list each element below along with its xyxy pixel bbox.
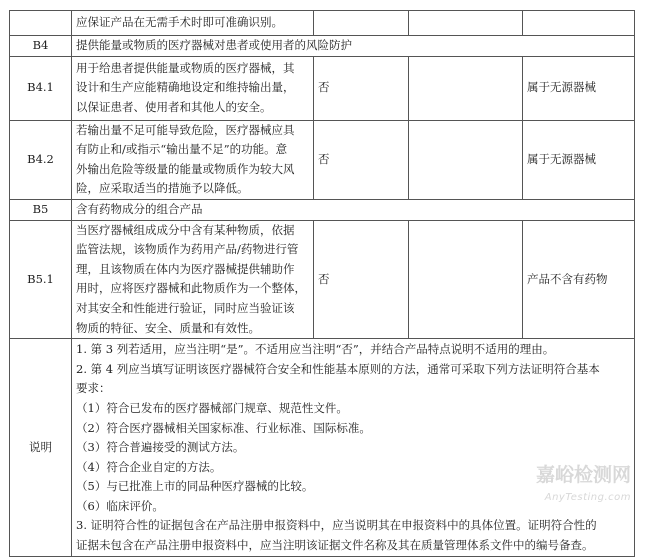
note-line: （6）临床评价。: [76, 498, 164, 513]
note-line: 证据未包含在产品注册申报资料中，应当注明该证据文件名称及其在质量管理体系文件中的编号备查。: [76, 538, 594, 553]
remark-cell: 产品不含有药物: [523, 220, 635, 339]
requirement-line: 外输出危险等级量的能量或物质作为较大风: [76, 161, 295, 176]
requirement-cell: 应保证产品在无需手术时即可准确识别。: [72, 11, 314, 36]
method-cell: [409, 120, 523, 199]
requirement-line: 设计和生产应能精确地设定和维持输出量，: [76, 80, 295, 95]
remark-cell: 属于无源器械: [523, 56, 635, 120]
watermark: [536, 465, 631, 504]
section-title: 含有药物成分的组合产品: [72, 199, 635, 220]
requirement-line: 物质的特征、安全、质量和有效性。: [76, 320, 260, 335]
requirement-line: 理，且该物质在体内为医疗器械提供辅助作: [76, 261, 295, 276]
id-cell: B4.2: [10, 120, 72, 199]
requirement-cell: [72, 120, 314, 199]
section-row: [10, 36, 635, 57]
section-row: [10, 199, 635, 220]
note-line: （3）符合普遍接受的测试方法。: [76, 440, 245, 455]
remark-cell: [523, 11, 635, 36]
applicable-cell: 否: [314, 56, 409, 120]
note-line: 2. 第 4 列应当填写证明该医疗器械符合安全和性能基本原则的方法，通常可采取下列方法证明符合基本: [76, 361, 600, 376]
requirement-line: 有防止和/或指示“输出量不足”的功能。意: [76, 142, 288, 157]
note-line: （2）符合医疗器械相关国家标准、行业标准、国际标准。: [76, 420, 371, 435]
note-line: （1）符合已发布的医疗器械部门规章、规范性文件。: [76, 400, 348, 415]
requirement-line: 监管法规，该物质作为药用产品/药物进行管: [76, 242, 299, 257]
note-line: （5）与已批准上市的同品种医疗器械的比较。: [76, 479, 314, 494]
notes-cell: [72, 339, 635, 557]
notes-row: [10, 339, 635, 557]
table-row: [10, 120, 635, 199]
method-cell: [409, 56, 523, 120]
note-line: （4）符合企业自定的方法。: [76, 459, 222, 474]
id-cell: B5.1: [10, 220, 72, 339]
note-line: 要求：: [76, 381, 111, 396]
requirement-line: 当医疗器械组成成分中含有某种物质，依据: [76, 222, 295, 237]
notes-label: 说明: [10, 339, 72, 557]
note-line: 3. 证明符合性的证据包含在产品注册申报资料中，应当说明其在申报资料中的具体位置。证明符合性的: [76, 518, 597, 533]
applicable-cell: 否: [314, 120, 409, 199]
requirement-cell: [72, 220, 314, 339]
requirement-line: 以保证患者、使用者和其他人的安全。: [76, 99, 272, 114]
table-row: [10, 220, 635, 339]
note-line: 1. 第 3 列若适用，应当注明“是”。不适用应当注明“否”，并结合产品特点说明不适用的理由。: [76, 342, 555, 357]
id-cell: B5: [10, 199, 72, 220]
requirement-line: 对其安全和性能进行验证，同时应当验证该: [76, 300, 295, 315]
requirement-cell: [72, 56, 314, 120]
id-cell: [10, 11, 72, 36]
section-title: 提供能量或物质的医疗器械对患者或使用者的风险防护: [72, 36, 635, 57]
watermark-en: AnyTesting.com: [544, 492, 631, 503]
requirement-line: 用于给患者提供能量或物质的医疗器械，其: [76, 60, 295, 75]
id-cell: B4.1: [10, 56, 72, 120]
applicable-cell: [314, 11, 409, 36]
method-cell: [409, 220, 523, 339]
applicable-cell: 否: [314, 220, 409, 339]
table-row: [10, 11, 635, 36]
table-row: [10, 56, 635, 120]
id-cell: B4: [10, 36, 72, 57]
requirement-line: 险，应采取适当的措施予以降低。: [76, 181, 249, 196]
remark-cell: 属于无源器械: [523, 120, 635, 199]
requirement-line: 用时，应将医疗器械和此物质作为一个整体，: [76, 281, 306, 296]
requirement-line: 若输出量不足可能导致危险，医疗器械应具: [76, 122, 295, 137]
method-cell: [409, 11, 523, 36]
watermark-cn: 嘉峪检测网: [535, 464, 631, 486]
